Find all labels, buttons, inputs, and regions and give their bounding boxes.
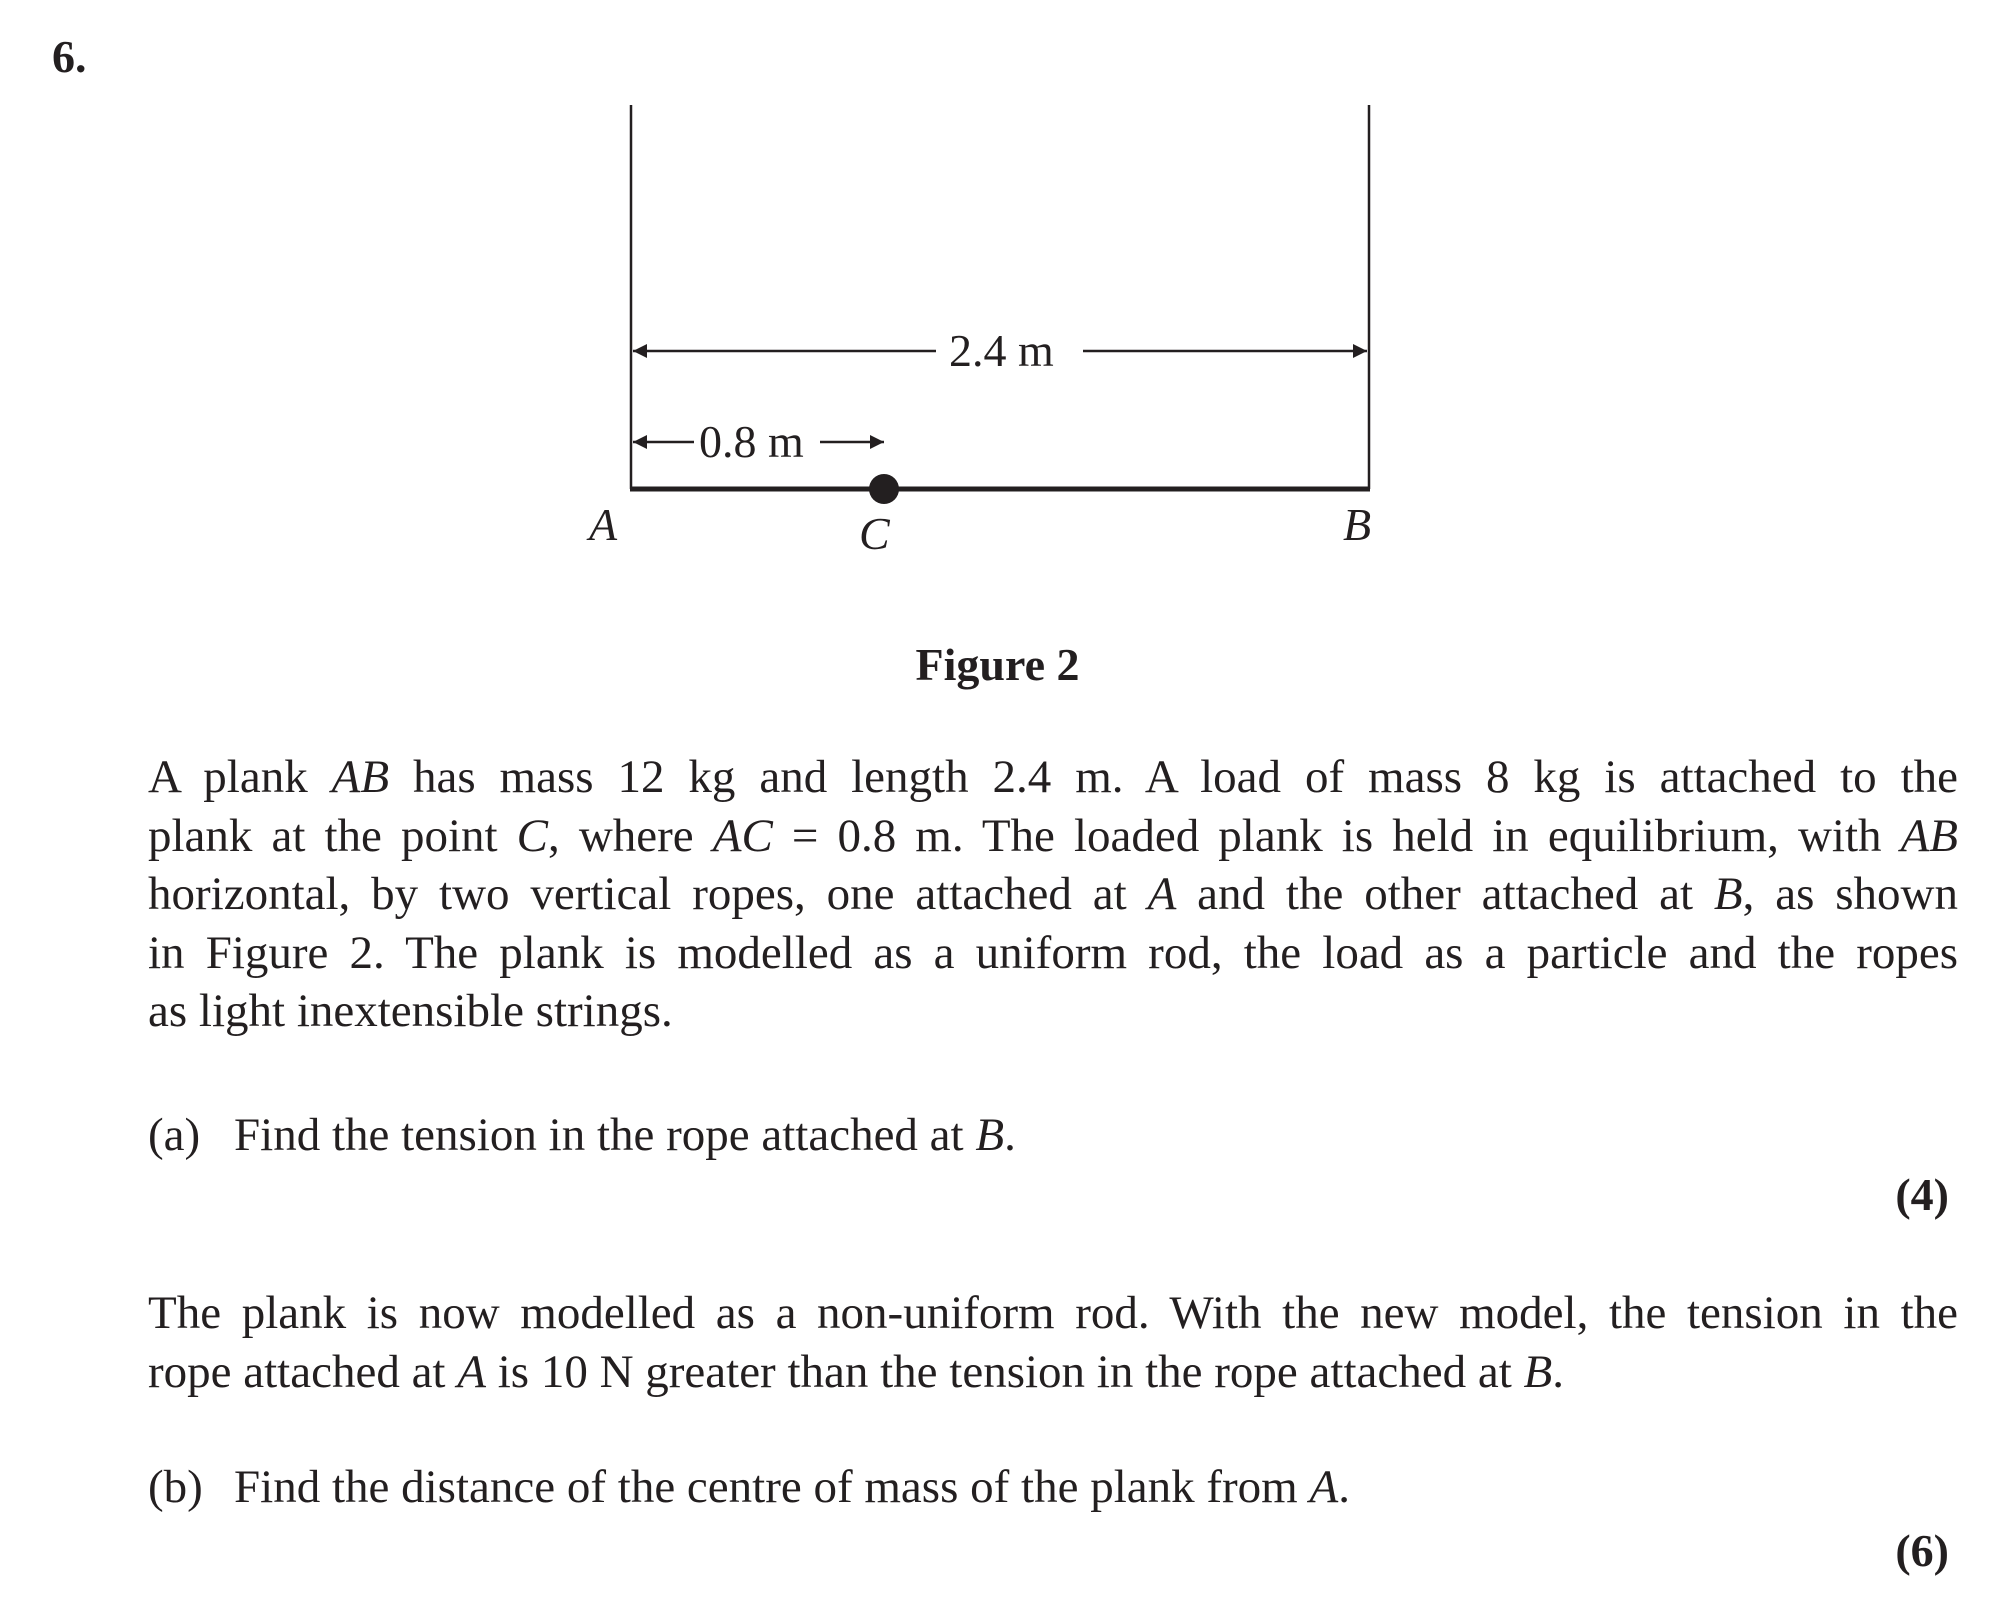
ac-length-label: 0.8 m [699, 416, 804, 467]
part-a-question: (a) Find the tension in the rope attached at B. [148, 1109, 1016, 1161]
middle-line: rope attached at A is 10 N greater than the tension in the rope attached at B. [148, 1345, 1564, 1398]
point-c-label: C [859, 508, 890, 559]
part-a-label: (a) [148, 1109, 201, 1161]
part-b-label: (b) [148, 1461, 203, 1513]
question-number: 6. [52, 31, 87, 82]
load-c [869, 474, 899, 504]
point-b-label: B [1343, 499, 1372, 550]
intro-line: horizontal, by two vertical ropes, one attached at A and the other attached at B, as shown [148, 868, 1958, 920]
middle-paragraph [148, 1284, 1958, 1401]
intro-line: plank at the point C, where AC = 0.8 m. The loaded plank is held in equilibrium, with AB [148, 809, 1959, 862]
figure-2-diagram [0, 0, 1995, 640]
intro-line: in Figure 2. The plank is modelled as a uniform rod, the load as a particle and the ropes [148, 926, 1958, 979]
middle-line: The plank is now modelled as a non-uniform rod. With the new model, the tension in the [148, 1287, 1958, 1339]
figure-caption: Figure 2 [915, 639, 1080, 690]
part-b-question: (b) Find the distance of the centre of mass of the plank from A. [148, 1461, 1350, 1513]
intro-paragraph [148, 748, 1958, 1041]
part-b-marks: (6) [1895, 1525, 1949, 1576]
part-a-marks: (4) [1895, 1169, 1949, 1220]
total-length-label: 2.4 m [949, 325, 1054, 376]
intro-line: A plank AB has mass 12 kg and length 2.4 m. A load of mass 8 kg is attached to the [148, 751, 1958, 803]
intro-line: as light inextensible strings. [148, 985, 673, 1037]
point-a-label: A [589, 499, 618, 550]
